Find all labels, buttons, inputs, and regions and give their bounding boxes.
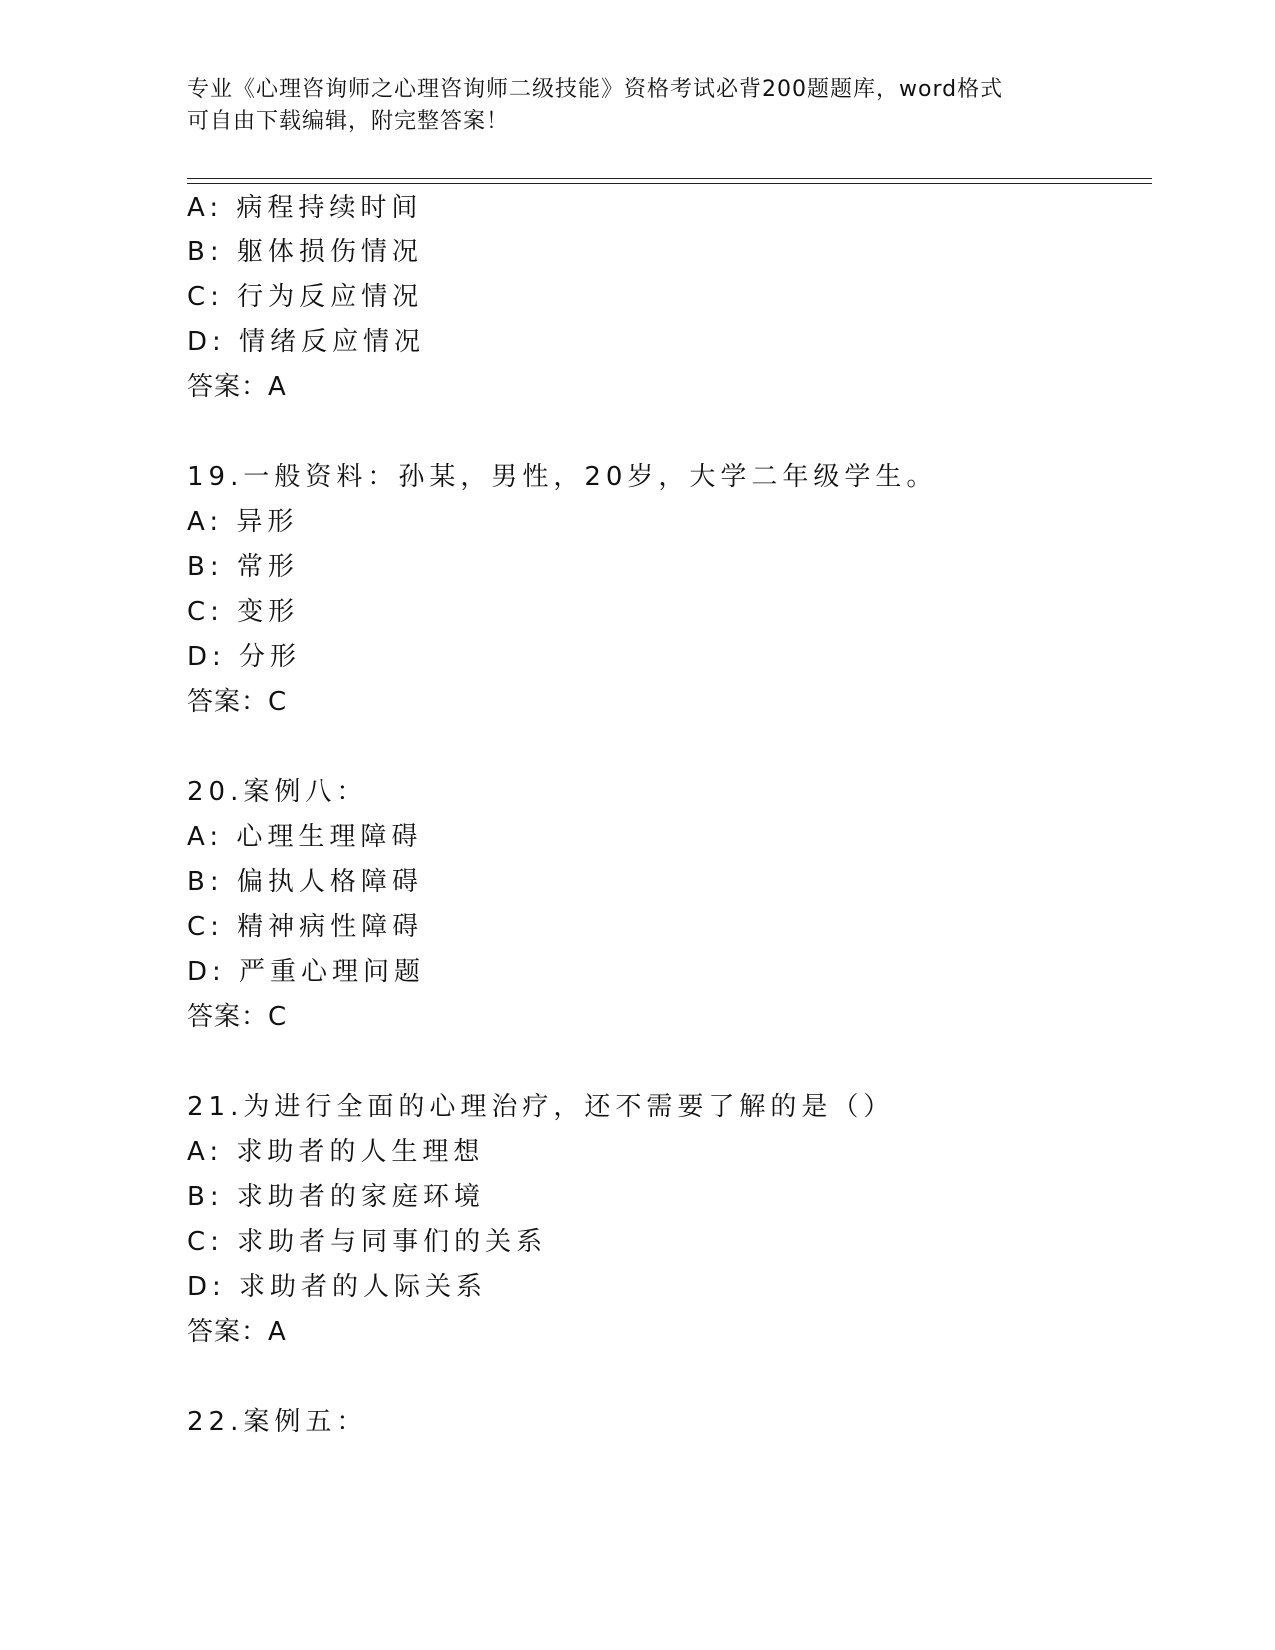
header-divider-top <box>187 178 1152 179</box>
option-b: B: 常形 <box>187 552 299 582</box>
option-d: D: 分形 <box>187 642 302 672</box>
answer: 答案：C <box>187 687 288 717</box>
option-d: D: 情绪反应情况 <box>187 327 426 357</box>
option-a: A: 病程持续时间 <box>187 193 423 223</box>
question-21: 21.为进行全面的心理治疗，还不需要了解的是（） <box>187 1092 895 1122</box>
option-c: C: 变形 <box>187 597 300 627</box>
question-22: 22.案例五： <box>187 1407 368 1437</box>
option-c: C: 行为反应情况 <box>187 282 424 312</box>
option-c: C: 求助者与同事们的关系 <box>187 1227 548 1257</box>
option-a: A: 心理生理障碍 <box>187 822 423 852</box>
header-line-2: 可自由下载编辑，附完整答案！ <box>187 109 510 134</box>
document-header <box>187 74 1087 138</box>
question-19: 19.一般资料：孙某，男性，20岁，大学二年级学生。 <box>187 462 938 492</box>
option-b: B: 躯体损伤情况 <box>187 237 423 267</box>
option-a: A: 求助者的人生理想 <box>187 1137 485 1167</box>
answer: 答案：A <box>187 372 287 402</box>
option-c: C: 精神病性障碍 <box>187 912 424 942</box>
header-divider-bottom <box>187 183 1152 184</box>
answer: 答案：A <box>187 1317 287 1347</box>
option-d: D: 严重心理问题 <box>187 957 426 987</box>
option-d: D: 求助者的人际关系 <box>187 1272 488 1302</box>
option-b: B: 偏执人格障碍 <box>187 867 423 897</box>
option-a: A: 异形 <box>187 507 299 537</box>
option-b: B: 求助者的家庭环境 <box>187 1182 485 1212</box>
answer: 答案：C <box>187 1002 288 1032</box>
header-line-1: 专业《心理咨询师之心理咨询师二级技能》资格考试必背200题题库，word格式 <box>187 77 1004 102</box>
question-20: 20.案例八： <box>187 777 368 807</box>
